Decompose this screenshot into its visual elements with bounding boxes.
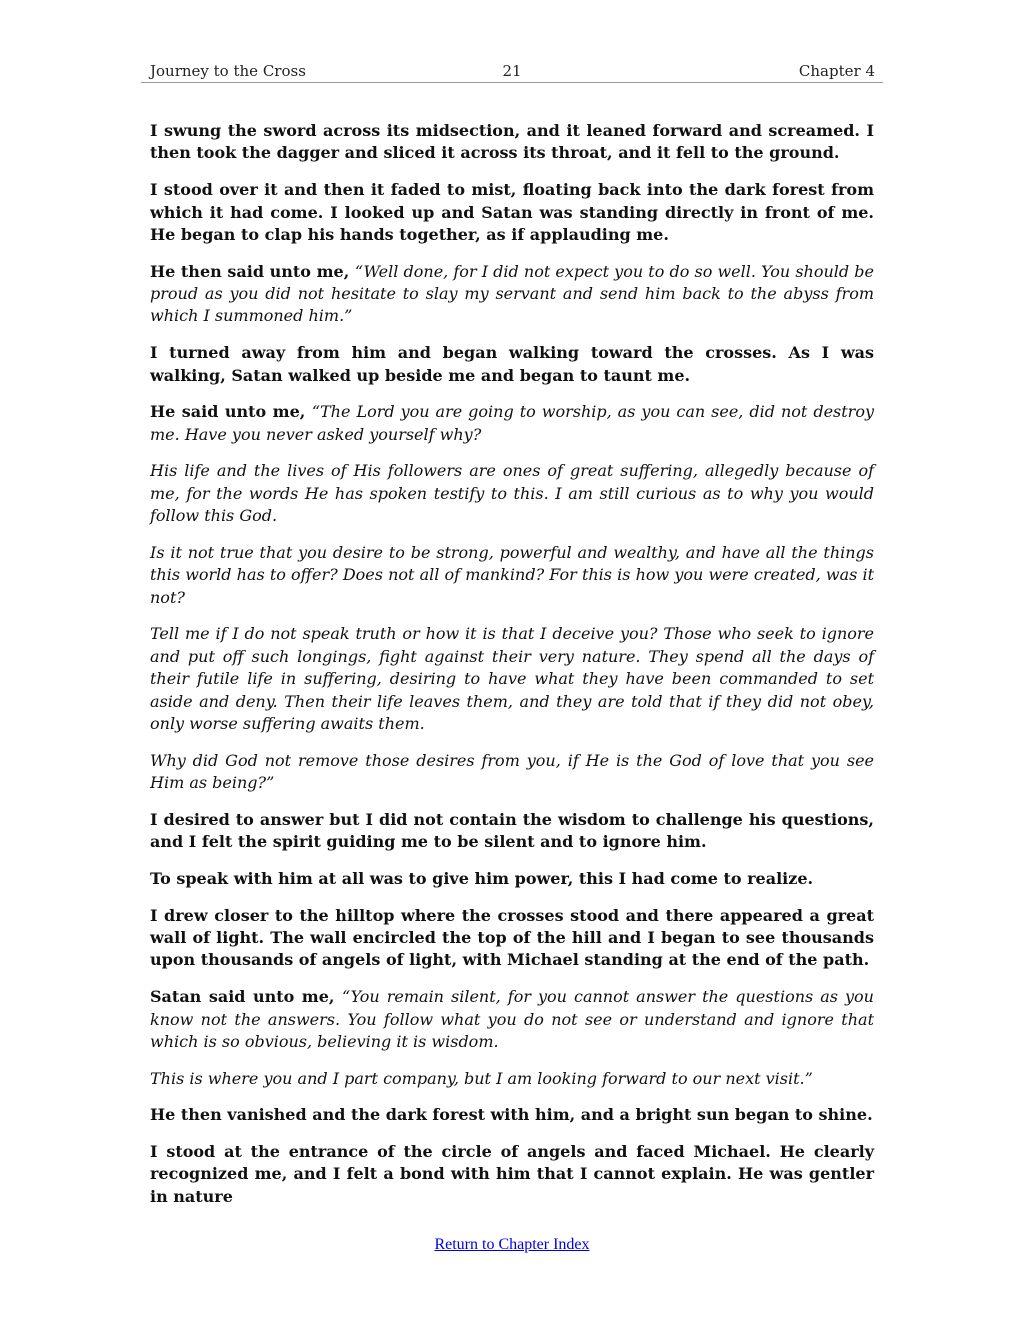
paragraph [150,261,874,328]
paragraph [150,986,874,1053]
paragraph: Why did God not remove those desires from you, if He is the God of love that you see Him as being?” [150,750,874,793]
paragraph: I desired to answer but I did not contain the wisdom to challenge his questions, and I felt the spirit guiding me to be silent and to ignore him. [150,809,874,852]
paragraph: To speak with him at all was to give him power, this I had come to realize. [150,868,814,888]
paragraph: He then vanished and the dark forest with him, and a bright sun began to shine. [150,1105,873,1125]
paragraph: This is where you and I part company, but I am looking forward to our next visit.” [150,1068,813,1088]
page-number: 21 [502,62,522,80]
paragraph: I stood over it and then it faded to mist, floating back into the dark forest from which it had come. I looked up and Satan was standing directly in front of me. He began to clap his hands together, as if applauding me. [150,180,874,244]
chapter-body [150,120,874,1223]
paragraph-lead: He then said unto me, [150,261,355,281]
paragraph: Tell me if I do not speak truth or how it is that I deceive you? Those who seek to ignore and put off such longings, fight against their very nature. They spend all the days of their futile life in suffering, desiring to have what they have been commanded to set aside and deny. Then their life leaves them, and they are told that if they did not obey, only worse suffering awaits them. [150,624,874,734]
paragraph: His life and the lives of His followers are ones of great suffering, allegedly because of me, for the words He has spoken testify to this. I am still curious as to why you would follow this God. [150,461,874,526]
paragraph: I turned away from him and began walking toward the crosses. As I was walking, Satan walked up beside me and began to taunt me. [150,343,874,385]
paragraph: Is it not true that you desire to be strong, powerful and wealthy, and have all the things this world has to offer? Does not all of mankind? For this is how you were created, was it not? [150,542,874,607]
paragraph-quote: “You remain silent, for you cannot answer the questions as you know not the answers. You follow what you do not see or understand and ignore that which is so obvious, believing it is wisdom. [150,987,874,1051]
paragraph-lead: Satan said unto me, [150,987,342,1007]
page-header [141,60,883,83]
paragraph-quote: “The Lord you are going to worship, as you can see, did not destroy me. Have you never asked yourself why? [150,402,874,444]
paragraph: I swung the sword across its midsection, and it leaned forward and screamed. I then took the dagger and sliced it across its throat, and it fell to the ground. [150,121,874,163]
return-to-chapter-index-link[interactable]: Return to Chapter Index [434,1236,590,1253]
book-title: Journey to the Cross [150,62,306,80]
page-footer [0,1236,1024,1254]
paragraph [150,401,874,446]
paragraph: I stood at the entrance of the circle of angels and faced Michael. He clearly recognized me, and I felt a bond with him that I cannot explain. He was gentler in nature [150,1142,874,1206]
paragraph-quote: “Well done, for I did not expect you to do so well. You should be proud as you did not hesitate to slay my servant and send him back to the abyss from which I summoned him.” [150,261,874,326]
paragraph: I drew closer to the hilltop where the crosses stood and there appeared a great wall of light. The wall encircled the top of the hill and I began to see thousands upon thousands of angels of light, with Michael standing at the end of the path. [150,905,874,970]
paragraph-lead: He said unto me, [150,402,312,422]
chapter-label: Chapter 4 [798,62,875,80]
